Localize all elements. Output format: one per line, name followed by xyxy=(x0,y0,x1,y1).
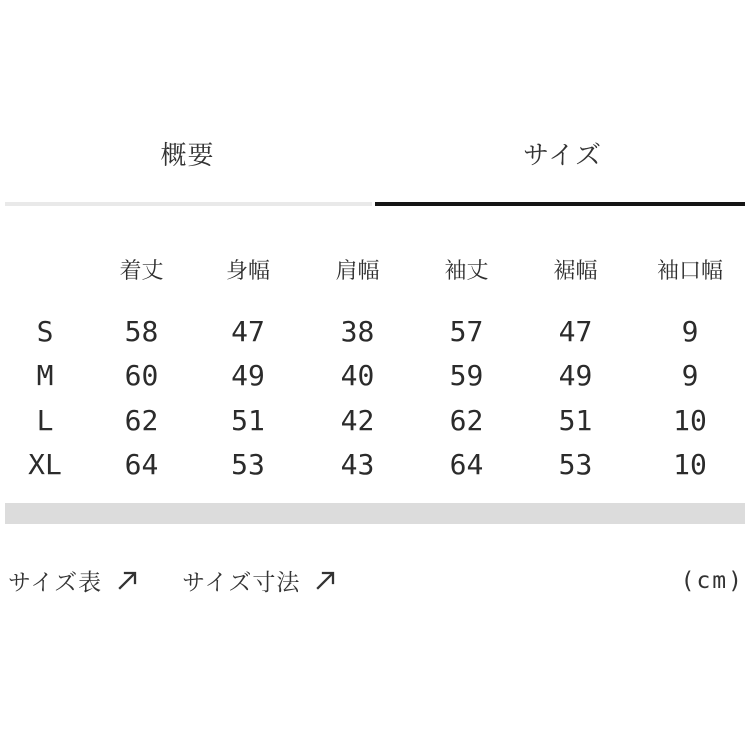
unit-label: (cm) xyxy=(680,568,744,594)
table-cell: 9 xyxy=(681,314,699,348)
table-cell: 57 xyxy=(449,314,484,348)
table-cell: 62 xyxy=(124,403,159,437)
table-cell: 43 xyxy=(340,448,375,482)
column-header: 着丈 xyxy=(119,259,164,284)
row-label: M xyxy=(36,359,54,393)
tab-size[interactable]: サイズ xyxy=(523,141,602,171)
table-cell: 10 xyxy=(673,448,707,482)
column-header: 身幅 xyxy=(225,259,270,284)
row-label: L xyxy=(36,403,54,437)
table-cell: 49 xyxy=(231,359,265,393)
size-dimensions-link[interactable] xyxy=(182,564,338,597)
table-cell: 58 xyxy=(124,314,159,348)
table-cell: 64 xyxy=(124,448,159,482)
table-cell: 53 xyxy=(231,448,265,482)
table-cell: 51 xyxy=(231,403,265,437)
footer-links xyxy=(8,564,338,597)
table-cell: 9 xyxy=(681,359,699,393)
column-header: 袖口幅 xyxy=(656,259,723,284)
external-arrow-icon xyxy=(115,568,140,593)
row-label: S xyxy=(36,314,54,348)
table-cell: 10 xyxy=(673,403,707,437)
table-cell: 38 xyxy=(340,314,375,348)
external-arrow-icon xyxy=(313,568,338,593)
size-chart-link[interactable] xyxy=(8,564,140,597)
table-cell: 51 xyxy=(558,403,593,437)
size-dimensions-link-label: サイズ寸法 xyxy=(182,570,301,596)
divider-bar xyxy=(5,503,745,524)
tab-size-underline xyxy=(375,202,745,206)
tab-bar xyxy=(0,140,750,172)
size-table-header xyxy=(0,254,750,284)
column-header: 袖丈 xyxy=(444,259,489,284)
tab-overview-underline xyxy=(5,202,372,206)
table-cell: 49 xyxy=(558,359,593,393)
table-cell: 47 xyxy=(231,314,265,348)
column-header: 裾幅 xyxy=(553,259,598,284)
table-cell: 64 xyxy=(449,448,484,482)
table-cell: 53 xyxy=(558,448,593,482)
tab-overview[interactable]: 概要 xyxy=(160,141,215,171)
table-cell: 62 xyxy=(449,403,484,437)
table-cell: 40 xyxy=(340,359,375,393)
table-cell: 42 xyxy=(340,403,375,437)
size-chart-link-label: サイズ表 xyxy=(8,570,103,596)
table-cell: 47 xyxy=(558,314,593,348)
size-table-body xyxy=(0,309,750,487)
column-header: 肩幅 xyxy=(335,259,380,284)
row-label: XL xyxy=(28,448,62,482)
table-cell: 60 xyxy=(124,359,159,393)
table-cell: 59 xyxy=(449,359,484,393)
